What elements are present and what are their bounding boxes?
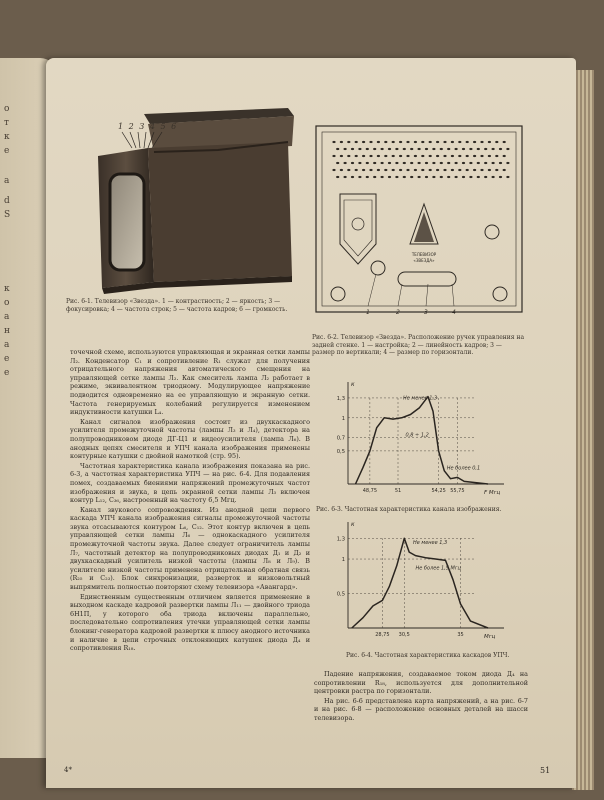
vent-hole — [462, 162, 465, 164]
vent-hole — [414, 141, 417, 143]
y-tick-label: 1 — [341, 415, 345, 422]
vent-hole — [462, 148, 465, 150]
vent-hole — [480, 169, 483, 171]
callout-1: 1 — [366, 309, 370, 316]
vent-hole — [381, 176, 384, 178]
vent-hole — [455, 176, 458, 178]
vent-hole — [421, 169, 424, 171]
vent-hole — [506, 162, 509, 164]
edge-char: н — [4, 326, 10, 336]
vent-hole — [432, 148, 435, 150]
vent-hole — [443, 155, 446, 157]
figure-6-3-caption: Рис. 6-3. Частотная характеристика канала изображения. — [316, 506, 502, 513]
vent-hole — [377, 155, 380, 157]
y-tick-label: 0,5 — [336, 448, 345, 455]
vent-hole — [351, 176, 354, 178]
vent-hole — [414, 169, 417, 171]
vent-hole — [336, 162, 339, 164]
vent-hole — [332, 169, 335, 171]
vent-hole — [392, 169, 395, 171]
vent-hole — [395, 176, 398, 178]
vent-hole — [484, 148, 487, 150]
vent-hole — [477, 176, 480, 178]
edge-char: е — [4, 354, 10, 364]
vent-hole — [406, 141, 409, 143]
vent-hole — [366, 162, 369, 164]
vent-hole — [392, 155, 395, 157]
vent-hole — [484, 162, 487, 164]
vent-hole — [377, 169, 380, 171]
vent-hole — [384, 155, 387, 157]
vent-hole — [488, 169, 491, 171]
vent-hole — [492, 148, 495, 150]
edge-char: о — [4, 104, 10, 114]
vent-hole — [495, 169, 498, 171]
y-axis-label: к — [351, 381, 355, 388]
vent-hole — [388, 162, 391, 164]
vent-hole — [406, 155, 409, 157]
paragraph: Падение напряжения, создаваемое током диода Д₄ на сопротивлении R₁₈, используется для дополнительной центровки растра по горизонтали. — [314, 670, 528, 696]
vent-hole — [373, 162, 376, 164]
vent-hole — [362, 155, 365, 157]
vent-hole — [414, 155, 417, 157]
edge-char: к — [4, 132, 10, 142]
vent-hole — [358, 148, 361, 150]
paragraph: Канал звукового сопровождения. Из анодной цепи первого каскада УПЧ канала изображения сигналы промежуточной частоты звука отсасываются контуром L₆, C₁₂. Этот контур включен в цепь управляющей сетки лампы Л₆ — однокаскадного усилителя промежуточной частоты звука. Далее следует ограничитель лампы Л₇, частотный детектор на полупроводниковых диодах Д₁ и Д₂ и двухкаскадный усилитель низкой частоты (лампы Л₈ и Л₉). В усилителе низкой частоты применена отрицательная обратная связь (R₂₅ и C₂₃). Блок синхронизации, разверток и низковольтный выпрямитель полностью повторяют схему телевизора «Авангард». — [70, 505, 310, 592]
paragraph: Частотная характеристика канала изображения показана на рис. 6-3, а частотная характеристика УПЧ — на рис. 6-4. Для подавления помех, создаваемых биениями напряжений промежуточных частот изображения и звука, в цепь экранной сетки лампы Л₃ включен контур L₁₂, C₃₆, настроенный на частоту 6,5 Мгц. — [70, 461, 310, 505]
figure-6-4-caption: Рис. 6-4. Частотная характеристика каскадов УПЧ. — [346, 652, 510, 659]
vent-hole — [351, 162, 354, 164]
y-tick-label: 1,3 — [336, 536, 345, 543]
vent-hole — [455, 148, 458, 150]
edge-char: а — [4, 340, 10, 350]
vent-hole — [366, 148, 369, 150]
vent-hole — [440, 176, 443, 178]
vent-hole — [495, 155, 498, 157]
vent-hole — [399, 141, 402, 143]
vent-hole — [506, 176, 509, 178]
vent-hole — [381, 162, 384, 164]
callout-3: 3 — [424, 309, 428, 316]
book-page — [46, 58, 576, 788]
vent-hole — [399, 169, 402, 171]
callout-4: 4 — [452, 309, 456, 316]
vent-hole — [477, 162, 480, 164]
vent-hole — [447, 176, 450, 178]
vent-hole — [458, 169, 461, 171]
figure-6-3-chart — [324, 374, 514, 500]
vent-hole — [440, 162, 443, 164]
vent-hole — [373, 176, 376, 178]
vent-hole — [340, 141, 343, 143]
vent-hole — [462, 176, 465, 178]
edge-char: S — [4, 210, 11, 220]
vent-hole — [410, 162, 413, 164]
page-number: 51 — [540, 766, 551, 775]
vent-hole — [344, 162, 347, 164]
x-axis-label: Мгц — [484, 634, 496, 640]
vent-hole — [344, 148, 347, 150]
chart-annotation: Не менее 1,3 — [403, 395, 438, 402]
vent-hole — [388, 148, 391, 150]
vent-hole — [447, 148, 450, 150]
vent-hole — [381, 148, 384, 150]
response-curve — [352, 538, 488, 628]
vent-hole — [336, 176, 339, 178]
figure-6-1-caption: Рис. 6-1. Телевизор «Звезда». 1 — контрастность; 2 — яркость; 3 — фокусировка; 4 — частота строк; 5 — частота кадров; 6 — громкость. — [66, 298, 288, 313]
vent-hole — [506, 148, 509, 150]
x-axis-label: F Мгц — [484, 490, 501, 496]
vent-hole — [362, 141, 365, 143]
vent-hole — [395, 148, 398, 150]
vent-hole — [410, 148, 413, 150]
vent-hole — [347, 169, 350, 171]
vent-hole — [436, 141, 439, 143]
edge-char: е — [4, 146, 10, 156]
vent-hole — [340, 155, 343, 157]
y-tick-label: 0,5 — [336, 591, 345, 598]
vent-hole — [425, 162, 428, 164]
vent-hole — [403, 162, 406, 164]
chart-annotation: Не более 1,5 Мгц — [415, 565, 461, 572]
vent-hole — [432, 176, 435, 178]
vent-hole — [388, 176, 391, 178]
x-tick-label: 51 — [394, 488, 402, 494]
y-tick-label: 0,7 — [336, 435, 345, 442]
vent-hole — [332, 141, 335, 143]
signature-mark: 4* — [64, 766, 72, 774]
vent-hole — [473, 155, 476, 157]
vent-hole — [458, 141, 461, 143]
vent-hole — [377, 141, 380, 143]
right-column-text — [314, 670, 528, 724]
vent-hole — [344, 176, 347, 178]
vent-hole — [418, 176, 421, 178]
edge-char: о — [4, 298, 10, 308]
edge-char: d — [4, 196, 10, 206]
vent-hole — [499, 176, 502, 178]
vent-hole — [392, 141, 395, 143]
vent-hole — [477, 148, 480, 150]
vent-hole — [384, 141, 387, 143]
figure-6-1-callouts: 1 2 3 4 5 6 — [118, 122, 178, 131]
vent-hole — [451, 155, 454, 157]
panel-text-line-1: ТЕЛЕВИЗОР — [411, 252, 437, 257]
vent-hole — [369, 169, 372, 171]
vent-hole — [488, 155, 491, 157]
vent-hole — [332, 155, 335, 157]
vent-hole — [425, 176, 428, 178]
vent-hole — [355, 155, 358, 157]
vent-hole — [355, 169, 358, 171]
edge-char: а — [4, 176, 10, 186]
paragraph: точечной схеме, используются управляющая и экранная сетки лампы Л₂. Конденсатор C₁ и сопротивление R₁ служат для получения отрицательного напряжения автоматического смещения на управляющей сетке лампы Л₂. Как смеситель лампа Л₂ работает в режиме, эквивалентном триодному. Модулирующее напряжение подводится одновременно на ее управляющую и экранную сетки. Частота генерируемых колебаний регулируется изменением индуктивности катушки L₄. — [70, 348, 310, 417]
paragraph: Единственным существенным отличием является применение в выходном каскаде кадровой развертки лампы Л₁₁ — двойного триода 6Н1П, у которого оба триода включены параллельно, последовательно сопротивления утечки управляющей сетки лампы блокинг-генератора кадровой развертки к плюсу анодного источника и наличие в цепи строчных отклоняющих катушек диода Д₄ и сопротивления R₁₈. — [70, 592, 310, 653]
vent-hole — [369, 155, 372, 157]
vent-hole — [458, 155, 461, 157]
vent-hole — [499, 162, 502, 164]
vent-hole — [447, 162, 450, 164]
vent-hole — [399, 155, 402, 157]
edge-char: т — [4, 118, 9, 128]
chart-annotation: Не менее 1,3 — [413, 539, 448, 546]
vent-hole — [362, 169, 365, 171]
vent-hole — [347, 155, 350, 157]
edge-char: к — [4, 284, 10, 294]
y-axis-label: к — [351, 521, 355, 528]
vent-hole — [469, 176, 472, 178]
vent-hole — [395, 162, 398, 164]
callout-2: 2 — [396, 309, 400, 316]
paragraph: На рис. 6-6 представлена карта напряжений, а на рис. 6-7 и на рис. 6-8 — расположение основных деталей на шасси телевизора. — [314, 696, 528, 722]
left-column-text — [70, 348, 310, 654]
vent-hole — [495, 141, 498, 143]
vent-hole — [473, 169, 476, 171]
vent-hole — [340, 169, 343, 171]
x-tick-label: 28,75 — [375, 632, 390, 638]
vent-hole — [480, 155, 483, 157]
vent-hole — [418, 162, 421, 164]
vent-hole — [373, 148, 376, 150]
panel-text-line-2: «ЗВЕЗДА» — [413, 258, 435, 263]
figure-6-1-tv-illustration — [88, 106, 338, 306]
vent-hole — [358, 162, 361, 164]
chart-annotation: Не более 0,1 — [446, 465, 481, 472]
vent-hole — [503, 141, 506, 143]
vent-hole — [488, 141, 491, 143]
x-tick-label: 48,75 — [362, 488, 378, 494]
vent-hole — [421, 141, 424, 143]
vent-hole — [432, 162, 435, 164]
vent-hole — [480, 141, 483, 143]
vent-hole — [455, 162, 458, 164]
vent-hole — [503, 155, 506, 157]
vent-hole — [469, 162, 472, 164]
y-tick-label: 1,3 — [336, 395, 345, 402]
vent-hole — [436, 169, 439, 171]
vent-hole — [384, 169, 387, 171]
vent-hole — [492, 176, 495, 178]
x-tick-label: 35 — [457, 632, 464, 638]
vent-hole — [403, 176, 406, 178]
paragraph: Канал сигналов изображения состоит из двухкаскадного усилителя промежуточной частоты (лампы Л₃ и Л₄), детектора на полупроводниковом диоде ДГ-Ц1 и видеоусилителя (лампа Л₆). В анодных цепях смесителя и УПЧ канала изображения применены контурные катушки с двойной намоткой (стр. 95). — [70, 417, 310, 461]
vent-hole — [429, 169, 432, 171]
vent-hole — [492, 162, 495, 164]
vent-hole — [406, 169, 409, 171]
vent-hole — [466, 155, 469, 157]
x-tick-label: 30,5 — [398, 632, 410, 638]
x-tick-label: 55,75 — [450, 488, 465, 494]
x-tick-label: 54,25 — [431, 488, 446, 494]
vent-hole — [425, 148, 428, 150]
vent-hole — [436, 155, 439, 157]
vent-hole — [503, 169, 506, 171]
vent-hole — [351, 148, 354, 150]
vent-hole — [443, 141, 446, 143]
vent-hole — [451, 141, 454, 143]
vent-hole — [443, 169, 446, 171]
vent-hole — [429, 155, 432, 157]
vent-hole — [440, 148, 443, 150]
y-tick-label: 1 — [341, 557, 345, 564]
chart-annotation: 0,8 ÷ 1,2 — [405, 432, 429, 439]
edge-char: а — [4, 312, 10, 322]
vent-hole — [369, 141, 372, 143]
vent-hole — [410, 176, 413, 178]
vent-hole — [418, 148, 421, 150]
vent-hole — [429, 141, 432, 143]
vent-hole — [358, 176, 361, 178]
vent-hole — [469, 148, 472, 150]
vent-hole — [355, 141, 358, 143]
vent-hole — [366, 176, 369, 178]
edge-char: е — [4, 368, 10, 378]
vent-hole — [466, 141, 469, 143]
vent-hole — [347, 141, 350, 143]
figure-6-4-chart — [324, 516, 514, 644]
vent-hole — [403, 148, 406, 150]
figure-6-2-caption: Рис. 6-2. Телевизор «Звезда». Расположение ручек управления на задней стенке. 1 — настройка; 2 — линейность кадров; 3 — размер по вертикали; 4 — размер по горизонтали. — [312, 334, 525, 357]
figure-6-2-rear-panel — [314, 124, 524, 316]
vent-hole — [484, 176, 487, 178]
vent-hole — [421, 155, 424, 157]
vent-hole — [336, 148, 339, 150]
vent-hole — [451, 169, 454, 171]
vent-hole — [499, 148, 502, 150]
vent-hole — [466, 169, 469, 171]
vent-hole — [473, 141, 476, 143]
